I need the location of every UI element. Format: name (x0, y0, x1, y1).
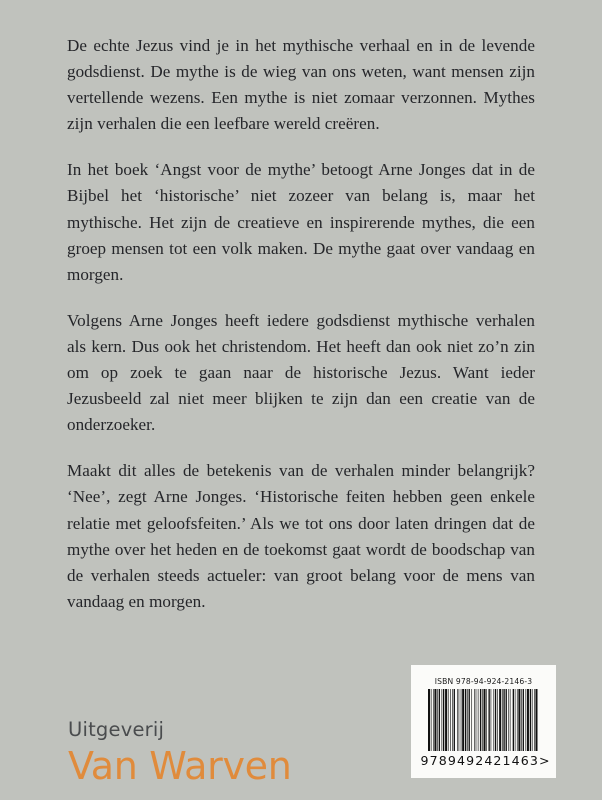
publisher-imprint-label: Uitgeverij (68, 718, 165, 741)
publisher-brand-name: Van Warven (68, 744, 292, 788)
blurb-paragraph-2: In het boek ‘Angst voor de mythe’ betoogt Arne Jonges dat in de Bijbel het ‘historische’ niet zozeer van belang is, maar het mythische. Het zijn de creatieve en inspirerende mythes, die een groep mensen tot een volk maken. De mythe gaat over vandaag en morgen. (67, 160, 535, 284)
blurb-paragraph-3: Volgens Arne Jonges heeft iedere godsdienst mythische verhalen als kern. Dus ook het christendom. Het heeft dan ook niet zo’n zin om op zoek te gaan naar de historische Jezus. Want ieder Jezusbeeld zal niet meer blijken te zijn dan een creatie van de onderzoeker. (67, 310, 535, 435)
blurb-paragraph-4: Maakt dit alles de betekenis van de verhalen minder belangrijk? ‘Nee’, zegt Arne Jonges. ‘Historische feiten hebben geen enkele relatie met geloofsfeiten.’ Als we tot ons door laten dringen dat de mythe over het heden en de toekomst gaat wordt de boodschap van de verhalen steeds actueler: van groot belang voor de mens van vandaag en morgen. (67, 461, 535, 611)
barcode-bars-icon (428, 689, 539, 751)
publisher-logo (68, 718, 292, 788)
barcode-digit-group-3: 421463 (484, 753, 539, 768)
barcode-digit-group-1: 9 (420, 753, 430, 768)
isbn-text: ISBN 978-94-924-2146-3 (434, 677, 533, 686)
back-cover-blurb (67, 33, 535, 615)
blurb-paragraph-1: De echte Jezus vind je in het mythische verhaal en in de levende godsdienst. De mythe is de wieg van ons weten, want mensen zijn vertellende wezens. Een mythe is niet zomaar verzonnen. Mythes zijn verhalen die een leefbare wereld creëren. (67, 36, 535, 134)
barcode-digit-group-2: 789492 (429, 753, 485, 768)
barcode-terminator: > (539, 753, 551, 768)
barcode-digits (420, 753, 551, 768)
isbn-barcode (411, 665, 556, 778)
